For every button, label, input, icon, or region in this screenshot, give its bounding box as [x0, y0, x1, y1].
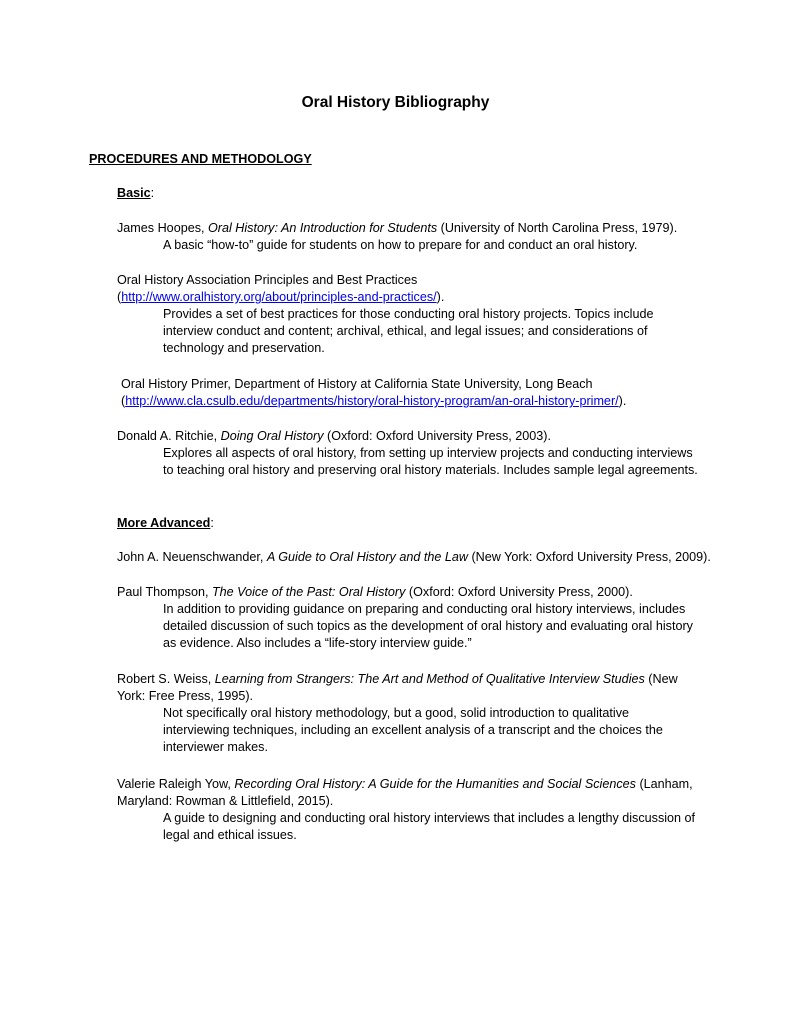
citation-url-line — [121, 393, 741, 410]
author: James Hoopes, — [117, 221, 208, 235]
annotation-line: technology and preservation. — [163, 341, 325, 355]
advanced-heading — [117, 515, 214, 532]
bib-entry-csulb — [121, 376, 741, 410]
bib-entry-oha — [117, 272, 737, 357]
author: John A. Neuenschwander, — [117, 550, 267, 564]
annotation-line: interview conduct and content; archival, ethical, and legal issues; and considerations of — [163, 324, 648, 338]
page-title: Oral History Bibliography — [301, 94, 490, 111]
citation — [117, 220, 737, 237]
annotation-line: A guide to designing and conducting oral history interviews that includes a lengthy discussion of — [163, 811, 696, 825]
publication: (Oxford: Oxford University Press, 2003). — [323, 429, 551, 443]
paren-close: ). — [436, 290, 445, 304]
annotation-line: detailed discussion of such topics as the development of oral history and evaluating oral history — [163, 619, 693, 633]
publication: (New York: Oxford University Press, 2009). — [467, 550, 711, 564]
advanced-heading-colon: : — [210, 516, 214, 530]
citation — [117, 549, 737, 566]
annotation-line: legal and ethical issues. — [163, 828, 297, 842]
annotation-line: In addition to providing guidance on preparing and conducting oral history interviews, includes — [163, 602, 686, 616]
work-title: Doing Oral History — [220, 429, 324, 443]
publication-continued: Maryland: Rowman & Littlefield, 2015). — [117, 794, 334, 808]
author: Donald A. Ritchie, — [117, 429, 221, 443]
bib-entry-thompson — [117, 584, 737, 652]
work-title: Recording Oral History: A Guide for the Humanities and Social Sciences — [234, 777, 636, 791]
author: Valerie Raleigh Yow, — [117, 777, 235, 791]
annotation: A basic “how-to” guide for students on how to prepare for and conduct an oral history. — [163, 238, 638, 252]
paren-open: ( — [117, 290, 122, 304]
annotation-line: Provides a set of best practices for those conducting oral history projects. Topics include — [163, 307, 654, 321]
publication: (New — [644, 672, 678, 686]
csulb-link[interactable]: http://www.cla.csulb.edu/departments/history/oral-history-program/an-oral-history-primer/ — [125, 394, 619, 408]
citation — [117, 776, 737, 793]
publication: (Lanham, — [635, 777, 693, 791]
bib-entry-weiss — [117, 671, 737, 756]
bib-entry-yow — [117, 776, 737, 844]
basic-heading — [117, 185, 154, 202]
annotation-line: to teaching oral history and preserving oral history materials. Includes sample legal agreements. — [163, 463, 698, 477]
section-heading: PROCEDURES AND METHODOLOGY — [89, 152, 312, 166]
basic-heading-label: Basic — [117, 186, 151, 200]
publication-continued: York: Free Press, 1995). — [117, 689, 254, 703]
annotation-line: interviewer makes. — [163, 740, 268, 754]
annotation-line: interviewing techniques, including an excellent analysis of a transcript and the choices the — [163, 723, 663, 737]
work-title: Learning from Strangers: The Art and Method of Qualitative Interview Studies — [214, 672, 645, 686]
annotation-line: Not specifically oral history methodology, but a good, solid introduction to qualitative — [163, 706, 629, 720]
basic-heading-colon: : — [150, 186, 155, 200]
work-title: The Voice of the Past: Oral History — [211, 585, 406, 599]
citation — [117, 584, 737, 601]
bib-entry-ritchie — [117, 428, 737, 479]
citation-url-line — [117, 289, 737, 306]
publication: (Oxford: Oxford University Press, 2000). — [405, 585, 633, 599]
paren-close: ). — [618, 394, 627, 408]
paren-open: ( — [121, 394, 126, 408]
work-title: Oral History: An Introduction for Students — [208, 221, 438, 235]
citation — [117, 428, 737, 445]
annotation-line: as evidence. Also includes a “life-story interview guide.” — [163, 636, 472, 650]
publication: (University of North Carolina Press, 1979). — [437, 221, 678, 235]
annotation-line: Explores all aspects of oral history, from setting up interview projects and conducting interviews — [163, 446, 693, 460]
citation — [117, 671, 737, 688]
author: Paul Thompson, — [117, 585, 212, 599]
bib-entry-hoopes — [117, 220, 737, 254]
citation: Oral History Association Principles and Best Practices — [117, 273, 418, 287]
advanced-heading-label: More Advanced — [117, 516, 211, 530]
citation: Oral History Primer, Department of History at California State University, Long Beach — [121, 377, 593, 391]
bib-entry-neuenschwander — [117, 549, 737, 566]
oha-link[interactable]: http://www.oralhistory.org/about/principles-and-practices/ — [121, 290, 437, 304]
author: Robert S. Weiss, — [117, 672, 215, 686]
work-title: A Guide to Oral History and the Law — [266, 550, 468, 564]
